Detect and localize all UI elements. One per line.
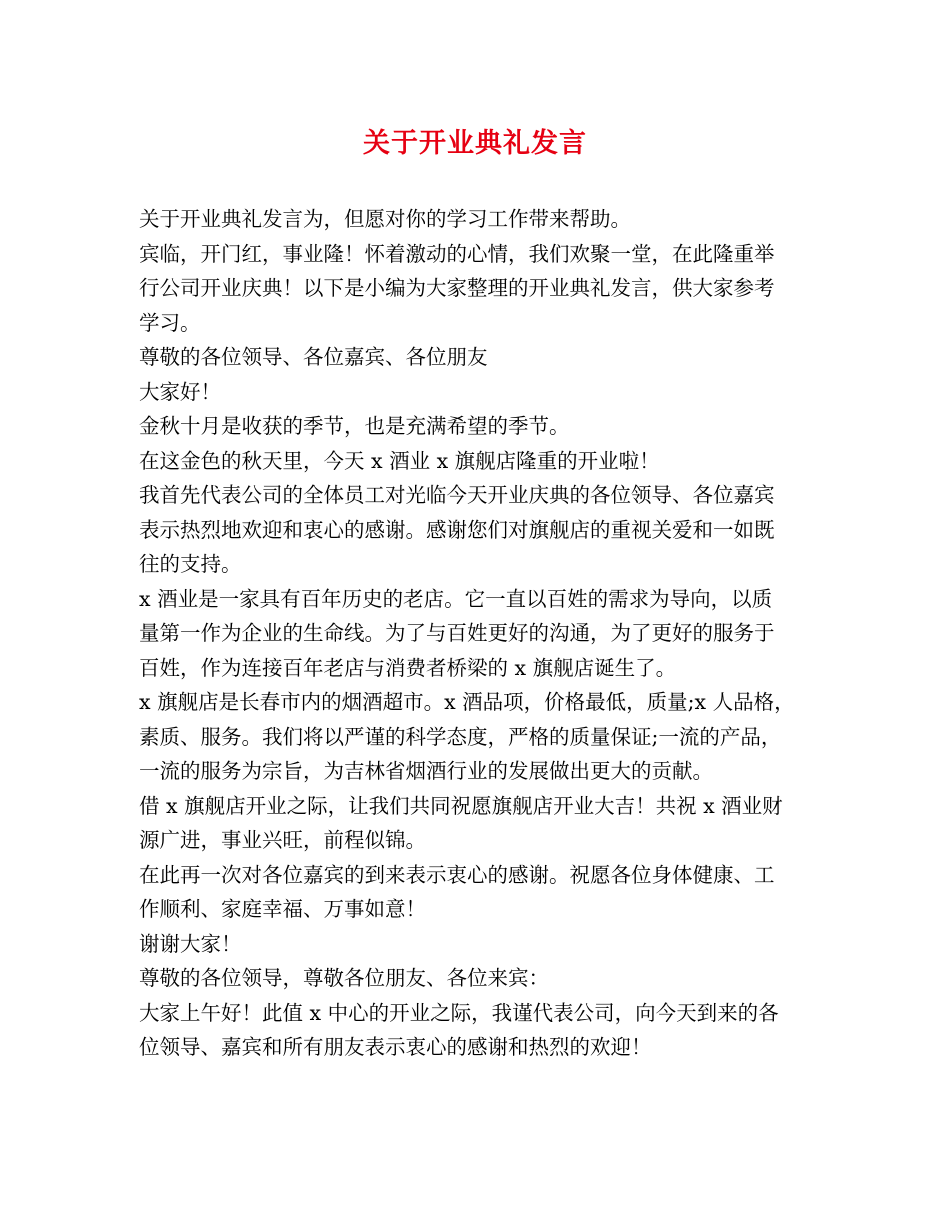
text-line: 宾临，开门红，事业隆！怀着激动的心情，我们欢聚一堂，在此隆重举	[139, 241, 775, 266]
text-line: 往的支持。	[139, 552, 242, 576]
text-line: 尊敬的各位领导、各位嘉宾、各位朋友	[139, 345, 488, 369]
text-line: 行公司开业庆典！以下是小编为大家整理的开业典礼发言，供大家参考	[139, 276, 775, 300]
text-line: 一流的服务为宗旨，为吉林省烟酒行业的发展做出更大的贡献。	[139, 759, 713, 783]
text-line: 大家上午好！此值 x 中心的开业之际，我谨代表公司，向今天到来的各	[139, 1000, 779, 1025]
text-line: 源广进，事业兴旺，前程似锦。	[139, 828, 426, 852]
text-line: 表示热烈地欢迎和衷心的感谢。感谢您们对旗舰店的重视关爱和一如既	[139, 517, 775, 542]
text-line: 借 x 旗舰店开业之际，让我们共同祝愿旗舰店开业大吉！共祝 x 酒业财	[139, 793, 783, 818]
text-line: 作顺利、家庭幸福、万事如意！	[139, 897, 426, 921]
text-line: 百姓，作为连接百年老店与消费者桥梁的 x 旗舰店诞生了。	[139, 655, 677, 680]
text-line: x 旗舰店是长春市内的烟酒超市。x 酒品项，价格最低，质量;x 人品格，	[139, 690, 795, 714]
text-line: 位领导、嘉宾和所有朋友表示衷心的感谢和热烈的欢迎！	[139, 1035, 652, 1059]
text-line: 我首先代表公司的全体员工对光临今天开业庆典的各位领导、各位嘉宾	[139, 483, 775, 507]
text-line: 尊敬的各位领导，尊敬各位朋友、各位来宾：	[139, 966, 549, 990]
text-line: 素质、服务。我们将以严谨的科学态度，严格的质量保证;一流的产品，	[139, 724, 782, 749]
text-line: 关于开业典礼发言为，但愿对你的学习工作带来帮助。	[139, 207, 631, 231]
document-body	[139, 202, 829, 1065]
text-line: x 酒业是一家具有百年历史的老店。它一直以百姓的需求为导向，以质	[139, 586, 773, 611]
text-line: 在此再一次对各位嘉宾的到来表示衷心的感谢。祝愿各位身体健康、工	[139, 862, 775, 887]
text-line: 谢谢大家！	[139, 931, 242, 956]
text-line: 在这金色的秋天里，今天 x 酒业 x 旗舰店隆重的开业啦！	[139, 448, 660, 473]
text-line: 大家好！	[139, 379, 221, 404]
text-line: 量第一作为企业的生命线。为了与百姓更好的沟通，为了更好的服务于	[139, 621, 775, 645]
text-line: 学习。	[139, 310, 201, 335]
document-title: 关于开业典礼发言	[363, 128, 587, 159]
text-line: 金秋十月是收获的季节，也是充满希望的季节。	[139, 414, 570, 438]
